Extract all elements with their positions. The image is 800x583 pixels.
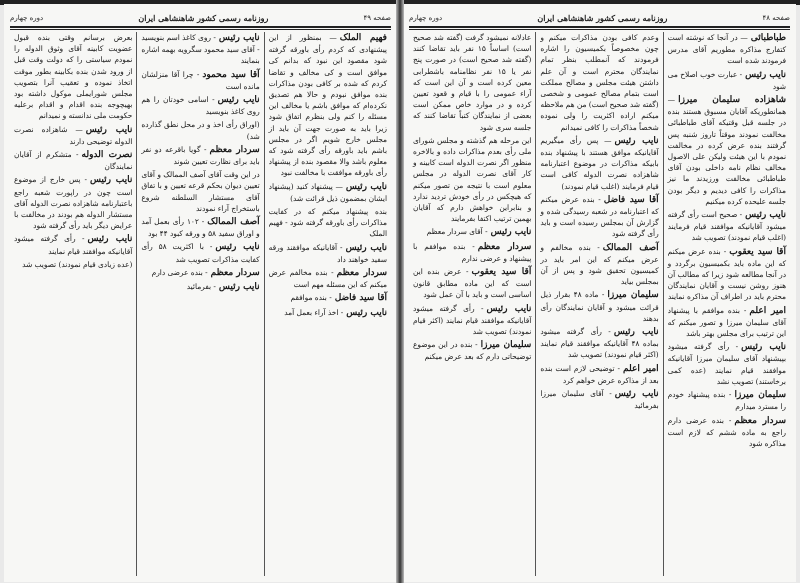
paragraph-text: - رأی گرفته میشود بماده ۴۸ آقایانیکه موافقند قیام نمایند (اکثر قیام نمودند) تصویب شد — [540, 327, 659, 360]
transcript-paragraph — [141, 32, 259, 67]
paragraph-text: (اوراق رأی اخذ و در محل نطق گذارده شد) — [141, 120, 260, 141]
transcript-paragraph — [540, 135, 658, 192]
transcript-paragraph — [540, 194, 658, 240]
paragraph-text: - بنده پیشنهاد خودم را مسترد میدارم — [667, 390, 786, 412]
transcript-paragraph — [413, 32, 531, 133]
transcript-paragraph — [413, 135, 531, 225]
page-number: صفحه ۴۸ — [762, 14, 790, 22]
newspaper-title: روزنامه رسمی کشور شاهنشاهی ایران — [138, 13, 269, 23]
paragraph-text: - عبارت خوب اصلاح می شود — [667, 69, 786, 91]
speaker-name: نایب رئیس — [345, 242, 387, 253]
transcript-paragraph — [141, 281, 259, 293]
speaker-name: نایب رئیس — [89, 175, 133, 186]
paragraph-text: - بفرمائید — [186, 282, 216, 292]
page-number: صفحه ۴۹ — [363, 14, 391, 22]
transcript-paragraph — [540, 326, 658, 361]
paragraph-text: - رأی گرفته میشود آقایانیکه موافقند قیام نمایند — [14, 234, 133, 256]
speaker-name: نایب رئیس — [745, 210, 786, 221]
transcript-paragraph — [668, 246, 786, 303]
paragraph-text: - آقای سردار معظم — [426, 227, 488, 237]
transcript-paragraph — [269, 206, 387, 240]
transcript-paragraph — [141, 241, 259, 264]
transcript-paragraph — [413, 339, 531, 362]
paragraph-text: - بنده موافقم — [290, 293, 332, 303]
transcript-paragraph — [413, 226, 531, 238]
paragraph-text: - رأی گرفته میشود آقایانیکه موافقند قیام نمایند (اکثر قیام نمودند) تصویب شد — [413, 303, 532, 337]
transcript-paragraph — [141, 216, 259, 239]
newspaper-page-48 — [403, 4, 796, 582]
paragraph-text: - بنده عرضی دارم — [151, 267, 208, 277]
header-rule — [409, 26, 790, 30]
paragraph-text: - با اکثریت ۵۸ رأی کفایت مذاکرات تصویب شد — [141, 242, 260, 264]
speaker-name: سردار معظم — [477, 241, 532, 252]
transcript-paragraph — [14, 32, 132, 122]
speaker-name: شاهزاده سلیمان میرزا — [678, 95, 786, 106]
transcript-paragraph — [14, 174, 132, 231]
transcript-paragraph — [141, 267, 259, 279]
transcript-paragraph — [14, 124, 132, 147]
paragraph-text: - آقای سلیمان میرزا بفرمائید — [540, 389, 659, 411]
speaker-name: نایب رئیس — [218, 33, 260, 43]
text-column — [264, 32, 391, 576]
page-fold — [396, 0, 404, 583]
paragraph-text: - پس خارج از موضوع است چون در راپورت شعبه راجع باعتبارنامه شاهزاده نصرت الدوله آقای مستشار الدوله هم بودند در مخالفت با عرایض دیگر باید رأی گرفته شود — [14, 175, 133, 231]
paragraph-text: بعرض برسانم وقتی بنده قبول عضویت کابینه آقای وثوق الدوله را نمودم سیاستی را که دولت وقت قبل از ورود شدن بنده بکابینه بطور موقت اتخاذ نموده و تعقیب آنرا بتصویب مجلس شورایملی موکول داشته بود بهیچوجه بنده اقدام و اقدام برعلیه حکومت ملی ندانسته و نمیدانم — [14, 33, 133, 121]
transcript-paragraph — [14, 233, 132, 256]
text-column — [535, 32, 662, 576]
paragraph-text: بنده پیشنهاد میکنم که در کفایت مذاکرات رأی باورقه گرفته شود - فهیم الملک — [268, 207, 387, 239]
speaker-name: آقا سید فاضل — [603, 194, 659, 205]
newspaper-title: روزنامه رسمی کشور شاهنشاهی ایران — [537, 13, 668, 23]
transcript-paragraph — [141, 69, 259, 92]
text-column — [136, 32, 263, 576]
paragraph-text: — همانطوریکه آقایان مسبوق هستند بنده در جلسه قبل وقتیکه آقای طباطبائی مخالفت نمودند موقتاً تاروز شنبه پس گرفتند بنده عرض کرده در مخالفت نمودم با این هیئت ولیکن علی الاصول مخالف نظام نامه داخلی بودن آقای طباطبائی مخالفت ورزیدند ما نیز مذاکرات را کافی دیدیم و دیگر بودن جلسه علیحده کرده میکنیم — [667, 95, 786, 206]
transcript-paragraph — [540, 363, 658, 386]
speaker-name: سلیمان میرزا — [480, 340, 532, 351]
speaker-name: سردار معظم — [336, 268, 388, 279]
speaker-name: نایب رئیس — [87, 234, 133, 245]
speaker-name: سردار معظم — [210, 267, 260, 278]
paragraph-text: - آقایانیکه موافقند ورقه سفید خواهند داد — [268, 242, 387, 264]
paragraph-text: - صحیح است رأی گرفته میشود آقایانیکه موافقند قیام فرمایند (اغلب قیام نمودند) تصویب شد — [667, 210, 786, 243]
paragraph-text: - چرا آقا منزلشان مانده است — [141, 69, 260, 91]
speaker-name: نصرت الدوله — [81, 150, 133, 161]
speaker-name: آقا سید یعقوب — [471, 267, 532, 278]
transcript-paragraph — [141, 144, 259, 167]
transcript-paragraph — [141, 119, 259, 141]
paragraph-text: - عرض بنده این است که این ماده مطابق قانون اساسی است و باید با آن عمل شود — [413, 267, 532, 300]
transcript-paragraph — [141, 169, 259, 214]
transcript-paragraph — [413, 303, 531, 338]
paragraph-text: - بنده عرض میکنم که این ماده باید بکمیسیون برگردد و در آنجا مطالعه شود زیرا که مطالب آن هنوز روشن نیست و آقایان نمایندگان محترم باید در اطراف آن مذاکره نمایند — [667, 246, 786, 302]
transcript-paragraph — [668, 69, 786, 92]
paragraph-text: این مرحله هم گذشته و مجلس شورای ملی رأی بعدم مذاکرات داده و بالاخره منظور اگر نصرت الدوله است کابینه و کار آقای نصرت الدوله در مجلس معلوم است با نتیجه من تصور میکنم که هیچکس در رأی خودش تردید ندارد و بنابراین خواهش دارم که آقایان بهمین ترتیب اکتفا بفرمایند — [413, 135, 532, 224]
transcript-paragraph — [540, 242, 658, 288]
text-column — [10, 32, 136, 576]
paragraph-text: — در آنجا که نوشته است کتفارج مذاکره مطوریم آقای مدرس فرمودند شده است — [667, 33, 786, 66]
volume-label: دوره چهارم — [10, 14, 44, 22]
speaker-name: نایب رئیس — [614, 135, 659, 146]
speaker-name: آقا سید محمود — [202, 69, 260, 80]
page-columns — [409, 32, 790, 576]
speaker-name: نایب رئیس — [486, 303, 532, 314]
paragraph-text: (عده زیادی قیام نمودند) تصویب شد — [22, 259, 133, 269]
transcript-paragraph — [540, 388, 658, 411]
header-rule — [10, 26, 391, 30]
paragraph-text: - ۱۰۲ رأی بعمل آمد و اوراق سفید ۵۸ و ورقه کبود ۴۴ بود — [141, 217, 260, 239]
transcript-paragraph — [14, 149, 132, 172]
paragraph-text: - روی کاغذ اسم بنویسید - آقای سید محمود سگرویه بهمه اشاره بنمایند — [141, 33, 260, 66]
transcript-paragraph — [269, 292, 387, 304]
speaker-name: نایب رئیس — [490, 227, 532, 238]
speaker-name: فهیم الملک — [339, 33, 387, 43]
speaker-name: سردار معظم — [734, 415, 787, 426]
page-header — [409, 10, 790, 26]
paragraph-text: - متشکرم از آقایان نمایندگان — [14, 150, 133, 172]
transcript-paragraph — [413, 266, 531, 301]
transcript-paragraph — [269, 267, 387, 290]
transcript-paragraph — [269, 181, 387, 204]
speaker-name: نایب رئیس — [745, 69, 786, 80]
transcript-paragraph — [269, 32, 387, 179]
transcript-paragraph — [269, 242, 387, 265]
paragraph-text: عادلانه نمیشود گرفت (گفته شد صحیح است) اساساً ۱۵ نفر باید تقاضا کنند (گفته شد صحیح است) در صورت پنج نفر یا ۱۵ نفر نظامنامه باشطرابی معین کرده است و آن این است که آراء عمومی را با قیام و قعود تعیین کرده و در موارد خاص ممکن است بعضی از نمایندگان کتباً تقاضا کنند که جلسه سری شود — [413, 33, 532, 132]
speaker-name: نایب رئیس — [741, 342, 787, 353]
speaker-name: طباطبائی — [750, 33, 786, 43]
transcript-paragraph — [668, 94, 786, 207]
paragraph-text: - بنده مخالفم و عرض میکنم که این امر باید در کمیسیون تحقیق شود و پس از آن بمجلس بیاید — [540, 242, 659, 287]
speaker-name: آصف الممالک — [207, 217, 260, 228]
paragraph-text: - بنده عرض میکنم که اعتبارنامه در شعبه رسیدگی شده و گزارش آن بمجلس رسیده است و باید رأی گرفته شود — [540, 194, 659, 239]
transcript-paragraph — [14, 259, 132, 270]
paragraph-text: - ماده ۴۸ بقرار ذیل قرائت میشود و آقایان نمایندگان رأی بدهند — [540, 290, 659, 323]
paragraph-text: در این وقت آقای آصف الممالک و آقای تعیین دیوان بحکم قرعه تعیین و با تفاق آقای مستشار السلطنه شروع باستخراج آراء نمودند — [141, 170, 260, 213]
speaker-name: نایب رئیس — [85, 124, 133, 135]
speaker-name: آقا سید فاضل — [334, 293, 387, 304]
speaker-name: سلیمان میرزا — [734, 390, 786, 401]
speaker-name: آقا سید یعقوب — [729, 246, 786, 257]
speaker-name: نایب رئیس — [218, 282, 260, 293]
speaker-name: امیر اعلم — [623, 363, 659, 374]
speaker-name: سلیمان میرزا — [607, 290, 659, 301]
transcript-paragraph — [540, 289, 658, 324]
paragraph-text: - رأی گرفته میشود بپیشنهاد آقای سلیمان میرزا آقایانیکه موافقند قیام نمایند (عده کمی برخاستند) تصویب نشد — [667, 342, 786, 386]
transcript-paragraph — [668, 341, 786, 387]
paragraph-text: — شاهزاده نصرت الدوله توضیحی دارند — [14, 124, 133, 146]
speaker-name: نایب رئیس — [613, 327, 659, 338]
paragraph-text: - بنده موافقم با پیشنهاد و عرضی ندارم — [413, 241, 532, 263]
transcript-paragraph — [413, 241, 531, 264]
speaker-name: نایب رئیس — [346, 307, 387, 318]
paragraph-text: - گویا باقرعه دو نفر باید برای نظارت تعیین شوند — [141, 144, 260, 167]
paragraph-text: - اخذ آراء بعمل آمد — [284, 307, 344, 317]
page-columns — [10, 32, 391, 576]
text-column — [409, 32, 535, 576]
paragraph-text: - بنده مخالفم عرض میکنم که این مسئله مهم است — [268, 268, 387, 290]
transcript-paragraph — [540, 32, 658, 133]
paragraph-text: — بمنظور از این پیشنهادی که کردم رأی باورقه گرفته شود مقصود این نبود که بدانم کی موافق است و کی مخالف و تقاضا کردم که شده بر کافی بودن مذاکرات بنده موافق نبودم و حالا هم تصدیق نکرده‌ام که موافق باشم یا مخالف این مسئله را کنم ولی بنظرم اتفاق شود زیرا باید به صورت جهت آن باید از مجلس خارج شویم اگر در مجلس باشم باید باورقه رأی گرفته شود که معلوم باشد والا مقصود بنده از پیشنهاد رأی باورقه موافقت با مخالفت نبود — [268, 33, 387, 178]
transcript-paragraph — [141, 94, 259, 117]
newspaper-page-49 — [4, 4, 397, 582]
volume-label: دوره چهارم — [409, 14, 443, 22]
paragraph-text: - توضیحی لازم است بنده بعد از مذاکره عرض خواهم کرد — [540, 363, 659, 385]
paragraph-text: - بنده عرضی دارم راجع به ماده ششم که لازم است مذاکره شود — [667, 415, 786, 448]
paragraph-text: - اسامی خودتان را هم روی کاغذ بنویسید — [141, 95, 260, 117]
speaker-name: نایب رئیس — [217, 95, 260, 106]
paragraph-text: - بنده موافقم با پیشنهاد آقای سلیمان میرزا و تصور میکنم که این ترتیب برای مجلس بهتر باشد — [667, 305, 786, 339]
paragraph-text: وعدم کافی بودن مذاکرات میکنم و چون مخصوصاً بکمیسیون را اشاره فرمودند که آنمطلب بنظر تمام نمایندگان محترم است و آن علم داشتن هیئت مجلس و مصالح مملکت است بتمام مصالح عمومی و شخصی (گفته شد صحیح است) من هم ملاحظه میکنم اراده اکثریت را ولی نموده شخصاً مذاکرات را کافی نمیدانم — [540, 33, 659, 132]
paragraph-text: — پس رأی میگیریم آقایانیکه موافق هستند با پیشنهاد بنده بابیکه مذاکرات در موضوع اعتبارنامه شاهزاده نصرت الدوله کافی است قیام فرمایند (اغلب قیام نمودند) — [540, 135, 659, 191]
speaker-name: آصف الممالک — [602, 242, 659, 253]
text-column — [663, 32, 790, 576]
transcript-paragraph — [668, 32, 786, 67]
speaker-name: نایب رئیس — [345, 181, 387, 192]
speaker-name: نایب رئیس — [614, 389, 659, 400]
paragraph-text: - بنده در این موضوع توضیحاتی دارم که بعد عرض میکنم — [413, 340, 532, 362]
speaker-name: سردار معظم — [209, 144, 260, 155]
transcript-paragraph — [668, 305, 786, 340]
transcript-paragraph — [269, 307, 387, 319]
speaker-name: نایب رئیس — [215, 242, 260, 253]
page-header — [10, 10, 391, 26]
transcript-paragraph — [668, 209, 786, 244]
transcript-paragraph — [668, 389, 786, 412]
transcript-paragraph — [668, 415, 786, 450]
paragraph-text: — پیشنهاد کنید (پیشنهاد ایشان بمضمون ذیل قرائت شد) — [268, 181, 387, 203]
speaker-name: امیر اعلم — [749, 305, 787, 316]
